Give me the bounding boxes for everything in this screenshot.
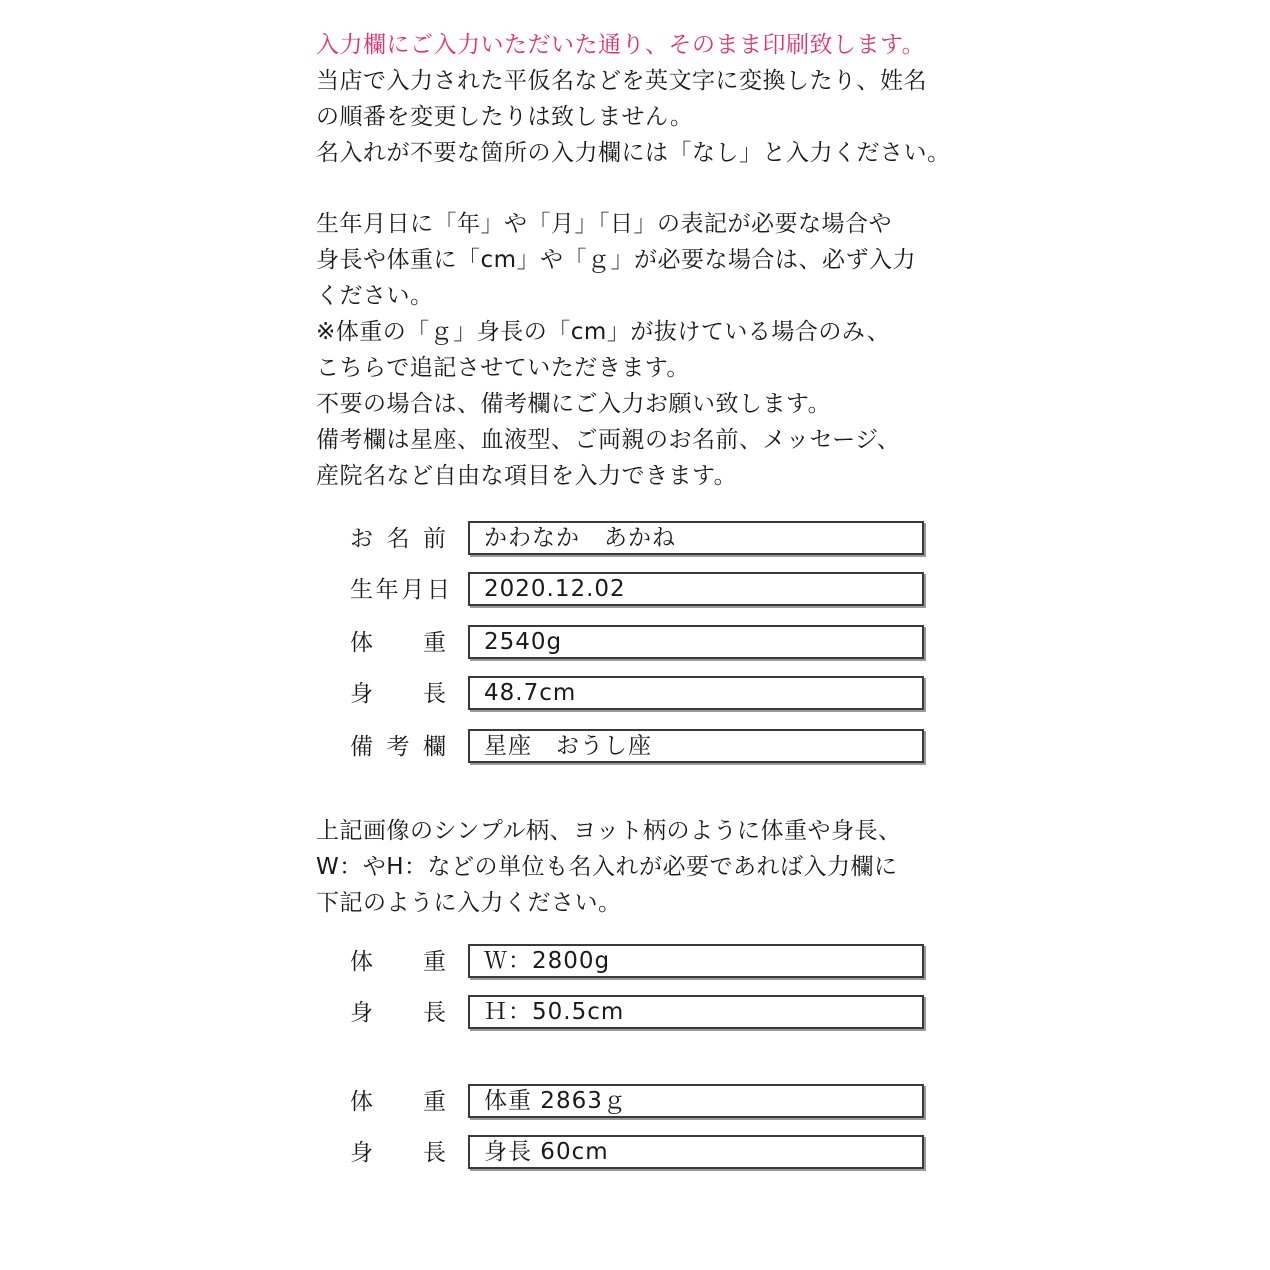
label-char: 名 (386, 526, 410, 552)
field-label (350, 572, 450, 608)
label-char: 体 (350, 949, 373, 975)
units-note-line: W：やH：などの単位も名入れが必要であれば入力欄に (316, 854, 898, 880)
label-char: 身 (350, 1000, 373, 1026)
height-field: 48.7cm (468, 676, 924, 710)
notice-line: 当店で入力された平仮名などを英文字に変換したり、姓名 (316, 68, 927, 94)
weight-field: Ｗ：2800g (468, 944, 924, 978)
units-note-line: 上記画像のシンプル柄、ヨット柄のように体重や身長、 (316, 818, 902, 844)
label-char: 考 (386, 734, 410, 760)
label-char: お (350, 526, 373, 552)
weight-field: 体重 2863ｇ (468, 1084, 924, 1118)
label-char: 重 (423, 949, 446, 975)
form-row-weight (350, 944, 912, 980)
label-char: 体 (350, 1089, 373, 1115)
instruction-line: 備考欄は星座、血液型、ご両親のお名前、メッセージ、 (316, 427, 901, 453)
height-field: Ｈ：50.5cm (468, 995, 924, 1029)
field-label (350, 995, 446, 1031)
label-char: 月 (401, 577, 425, 603)
label-char: 長 (423, 1140, 446, 1166)
field-label (350, 944, 446, 980)
form-row-height (350, 995, 912, 1031)
field-label (350, 676, 446, 712)
instruction-line: 産院名など自由な項目を入力できます。 (316, 463, 738, 489)
weight-field: 2540g (468, 625, 924, 659)
notice-line: 名入れが不要な箇所の入力欄には「なし」と入力ください。 (316, 140, 951, 166)
label-char: 重 (423, 630, 446, 656)
height-field: 身長 60cm (468, 1135, 924, 1169)
field-label (350, 1135, 446, 1171)
instruction-line: 身長や体重に「cm」や「ｇ」が必要な場合は、必ず入力 (316, 247, 917, 273)
instruction-line: 不要の場合は、備考欄にご入力お願い致します。 (316, 391, 832, 417)
label-char: 身 (350, 681, 373, 707)
label-char: 長 (423, 1000, 446, 1026)
remarks-field: 星座 おうし座 (468, 729, 924, 763)
label-char: 生 (350, 577, 373, 603)
form-row-remarks (350, 729, 912, 765)
birthdate-field: 2020.12.02 (468, 572, 924, 606)
label-char: 体 (350, 630, 373, 656)
label-char: 身 (350, 1140, 373, 1166)
label-char: 重 (423, 1089, 446, 1115)
instruction-line: ください。 (316, 283, 434, 309)
form-row-name (350, 521, 912, 557)
field-label (350, 625, 446, 661)
field-label (350, 729, 446, 765)
instruction-line: 生年月日に「年」や「月」「日」の表記が必要な場合や (316, 211, 892, 237)
field-label (350, 521, 446, 557)
field-label (350, 1084, 446, 1120)
label-char: 年 (375, 577, 399, 603)
label-char: 長 (423, 681, 446, 707)
form-row-weight (350, 625, 912, 661)
instruction-line: ※体重の「ｇ」身長の「cm」が抜けている場合のみ、 (316, 319, 891, 345)
instruction-line: こちらで追記させていただきます。 (316, 355, 690, 381)
form-row-birthdate (350, 572, 912, 608)
label-char: 前 (423, 526, 446, 552)
label-char: 欄 (423, 734, 446, 760)
form-row-weight (350, 1084, 912, 1120)
instructions-paragraph (316, 206, 916, 494)
form-row-height (350, 1135, 912, 1171)
units-note-line: 下記のように入力ください。 (316, 890, 622, 916)
notice-highlight: 入力欄にご入力いただいた通り、そのまま印刷致します。 (316, 32, 926, 58)
name-field: かわなか あかね (468, 521, 924, 555)
form-row-height (350, 676, 912, 712)
units-note-paragraph (316, 813, 902, 921)
notice-line: の順番を変更したりは致しません。 (316, 104, 694, 130)
notice-paragraph (316, 27, 951, 171)
label-char: 備 (350, 734, 373, 760)
label-char: 日 (426, 577, 450, 603)
